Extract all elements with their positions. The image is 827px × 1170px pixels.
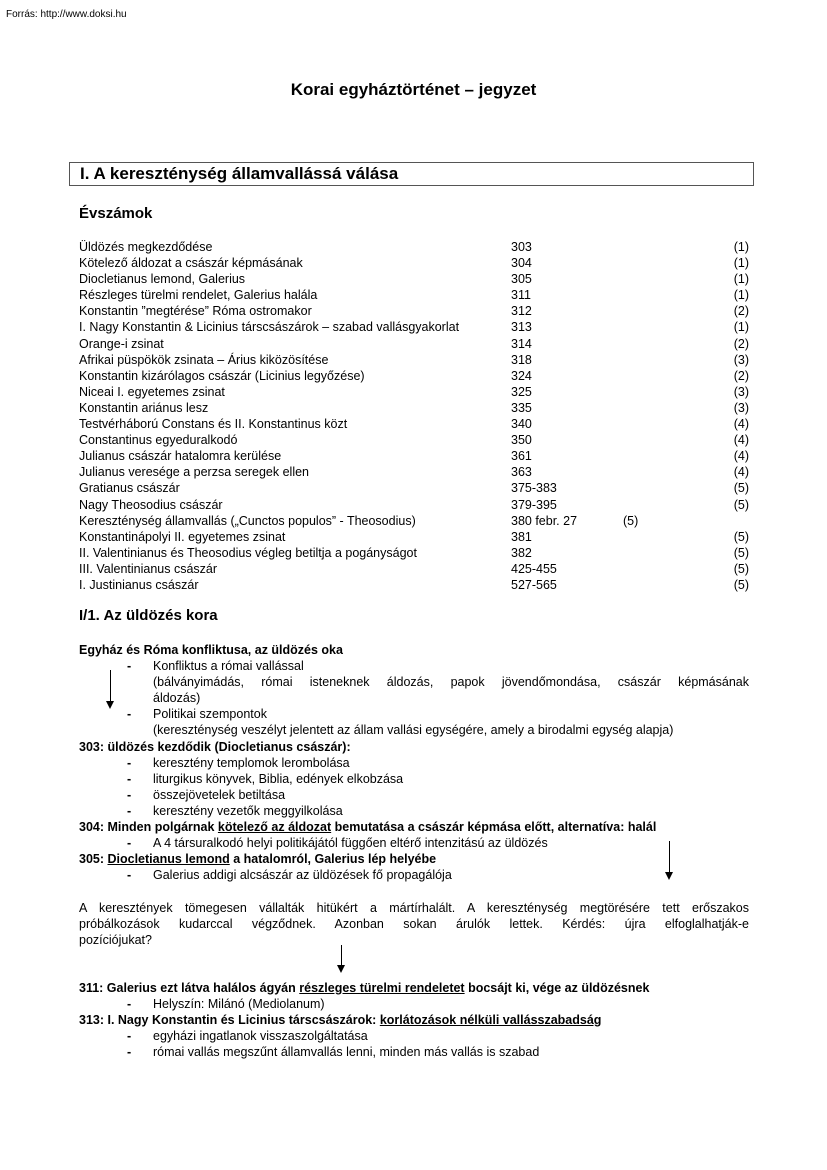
heading-313-underlined: korlátozások nélküli vallásszabadság	[379, 1013, 602, 1028]
timeline-ref: (4)	[733, 433, 749, 448]
timeline-year: 381	[511, 529, 532, 544]
timeline-row	[79, 255, 749, 271]
timeline-row	[79, 271, 749, 287]
timeline-year: 311	[511, 288, 531, 303]
heading-304-text: 304: Minden polgárnak	[79, 820, 218, 835]
timeline-year: 375-383	[511, 481, 557, 496]
list-item: egyházi ingatlanok visszaszolgáltatása	[153, 1029, 368, 1044]
timeline-year: 425-455	[511, 561, 557, 576]
timeline-year: 318	[511, 352, 532, 367]
timeline-event: II. Valentinianus és Theosodius végleg betiltja a pogányságot	[79, 545, 417, 560]
timeline-event: Konstantinápolyi II. egyetemes zsinat	[79, 529, 286, 544]
timeline-year: 325	[511, 384, 532, 399]
timeline-row	[79, 545, 749, 561]
timeline-year: 379-395	[511, 497, 557, 512]
bullet-dash: -	[127, 997, 132, 1012]
heading-311-underlined: részleges türelmi rendeletet	[299, 980, 465, 995]
timeline-row	[79, 336, 749, 352]
timeline-ref: (1)	[733, 320, 749, 335]
section-heading-box	[69, 162, 754, 186]
bullet-dash: -	[127, 1029, 132, 1044]
timeline-ref: (5)	[733, 497, 749, 512]
body-text	[79, 642, 749, 1060]
timeline-ref: (3)	[733, 400, 749, 415]
timeline-ref: (5)	[733, 577, 749, 592]
heading-313-text: 313: I. Nagy Konstantin és Licinius társcsászárok:	[79, 1013, 380, 1028]
timeline-row	[79, 497, 749, 513]
heading-304-underlined: kötelező az áldozat	[217, 820, 332, 835]
timeline-year: 361	[511, 449, 532, 464]
timeline-year: 304	[511, 256, 532, 271]
bullet-dash: -	[127, 1045, 132, 1060]
timeline-row	[79, 480, 749, 496]
timeline-row	[79, 513, 749, 529]
timeline-row	[79, 577, 749, 593]
timeline-row	[79, 287, 749, 303]
heading-303: 303: üldözés kezdődik (Diocletianus császár):	[79, 739, 351, 754]
bullet-dash: -	[127, 868, 132, 883]
list-item: liturgikus könyvek, Biblia, edények elkobzása	[153, 771, 404, 786]
timeline-year: 382	[511, 545, 532, 560]
timeline-ref: (1)	[733, 240, 749, 254]
heading-305	[79, 851, 749, 867]
timeline-year: 324	[511, 368, 532, 383]
timeline-ref: (4)	[733, 417, 749, 432]
heading-313	[79, 1012, 749, 1028]
timeline-row	[79, 303, 749, 319]
timeline-year: 363	[511, 465, 532, 480]
conflict-item-detail: áldozás)	[153, 691, 201, 706]
timeline-event: Julianus veresége a perzsa seregek ellen	[79, 465, 309, 480]
section-title: I. A kereszténység államvallássá válása	[80, 164, 399, 183]
timeline-ref: (2)	[733, 368, 749, 383]
list-item: összejövetelek betiltása	[153, 787, 286, 802]
timeline-row	[79, 352, 749, 368]
list-item: A 4 társuralkodó helyi politikájától függően eltérő intenzitású az üldözés	[153, 836, 548, 851]
timeline-event: Részleges türelmi rendelet, Galerius halála	[79, 288, 318, 303]
timeline-row	[79, 448, 749, 464]
timeline-ref: (1)	[733, 256, 749, 271]
heading-311-text: 311: Galerius ezt látva halálos ágyán	[79, 980, 300, 995]
timeline-ref: (5)	[733, 529, 749, 544]
timeline-year: 314	[511, 336, 532, 351]
timeline-event: Constantinus egyeduralkodó	[79, 433, 238, 448]
conflict-item: Politikai szempontok	[153, 707, 267, 722]
timeline-event: Afrikai püspökök zsinata – Árius kiközösítése	[79, 352, 329, 367]
timeline-year: 313	[511, 320, 532, 335]
timeline-ref: (4)	[733, 449, 749, 464]
timeline-year: 305	[511, 272, 532, 287]
spacer	[79, 948, 749, 964]
timeline-event: Testvérháború Constans és II. Konstantinus közt	[79, 417, 348, 432]
bullet-dash: -	[127, 707, 132, 722]
timeline-ref: (5)	[733, 561, 749, 576]
timeline-ref: (2)	[733, 336, 749, 351]
timeline-year: 350	[511, 433, 532, 448]
timeline-ref: (3)	[733, 352, 749, 367]
timeline-event: I. Justinianus császár	[79, 577, 199, 592]
heading-304	[79, 819, 749, 835]
source-line: Forrás: http://www.doksi.hu	[6, 9, 127, 20]
heading-311	[79, 980, 749, 996]
timeline-event: Orange-i zsinat	[79, 336, 164, 351]
timeline-row	[79, 384, 749, 400]
timeline-ref: (5)	[733, 545, 749, 560]
list-item: Galerius addigi alcsászár az üldözések fő propagálója	[153, 868, 452, 883]
timeline-row	[79, 432, 749, 448]
timeline-year: 335	[511, 400, 532, 415]
heading-305-text: a hatalomról, Galerius lép helyébe	[229, 852, 437, 867]
list-item: római vallás megszűnt államvallás lenni, minden más vallás is szabad	[153, 1045, 540, 1060]
heading-311-text: bocsájt ki, vége az üldözésnek	[464, 980, 650, 995]
paragraph-line: pozíciójukat?	[79, 932, 152, 947]
timeline-event: Julianus császár hatalomra kerülése	[79, 449, 282, 464]
timeline-ref: (1)	[733, 272, 749, 287]
timeline-year: 303	[511, 240, 532, 254]
bullet-dash: -	[127, 659, 132, 674]
heading-304-text: bemutatása a császár képmása előtt, alternatíva: halál	[331, 820, 657, 835]
paragraph-line: próbálkozások kudarccal végződnek. Azonban sokan árulók lettek. Kérdés: újra elfoglalhatják-e	[79, 916, 749, 931]
timeline-heading: Évszámok	[79, 205, 153, 222]
timeline-row	[79, 416, 749, 432]
timeline-ref: (2)	[733, 304, 749, 319]
timeline-row	[79, 561, 749, 577]
timeline-year: 312	[511, 304, 532, 319]
bullet-dash: -	[127, 771, 132, 786]
paragraph-line: A keresztények tömegesen vállalták hitükért a mártírhalált. A kereszténység megtörésére tett erőszakos	[79, 900, 749, 915]
timeline-row	[79, 529, 749, 545]
timeline-event: I. Nagy Konstantin & Licinius társcsászárok – szabad vallásgyakorlat	[79, 320, 460, 335]
timeline-year: 380 febr. 27	[511, 513, 578, 528]
timeline-row	[79, 464, 749, 480]
timeline-event: Konstantin ”megtérése” Róma ostromakor	[79, 304, 312, 319]
timeline-row	[79, 239, 749, 255]
timeline-event: Nagy Theosodius császár	[79, 497, 223, 512]
spacer	[79, 883, 749, 899]
conflict-item-detail: (kereszténység veszélyt jelentett az állam vallási egységére, amely a birodalmi egység alapja)	[153, 723, 674, 738]
timeline-ref: (1)	[733, 288, 749, 303]
timeline-event: Niceai I. egyetemes zsinat	[79, 384, 225, 399]
timeline-event: Kereszténység államvallás („Cunctos populos” - Theosodius)	[79, 513, 416, 528]
bullet-dash: -	[127, 836, 132, 851]
timeline-event: III. Valentinianus császár	[79, 561, 218, 576]
conflict-heading: Egyház és Róma konfliktusa, az üldözés oka	[79, 643, 343, 657]
heading-305-text: 305:	[79, 852, 108, 867]
list-item: keresztény templomok lerombolása	[153, 755, 350, 770]
subsection-title: I/1. Az üldözés kora	[79, 607, 218, 624]
spacer	[79, 964, 749, 980]
document-title: Korai egyháztörténet – jegyzet	[290, 80, 537, 99]
timeline-event: Konstantin kizárólagos császár (Licinius legyőzése)	[79, 368, 365, 383]
timeline-event: Gratianus császár	[79, 481, 180, 496]
bullet-dash: -	[127, 803, 132, 818]
timeline-ref: (3)	[733, 384, 749, 399]
bullet-dash: -	[127, 755, 132, 770]
timeline-event: Kötelező áldozat a császár képmásának	[79, 256, 303, 271]
list-item: Helyszín: Milánó (Mediolanum)	[153, 997, 325, 1012]
timeline-table	[79, 239, 749, 593]
timeline-row	[79, 319, 749, 335]
timeline-ref: (5)	[733, 481, 749, 496]
heading-305-underlined: Diocletianus lemond	[107, 852, 230, 867]
timeline-row	[79, 400, 749, 416]
conflict-item: Konfliktus a római vallással	[153, 659, 304, 674]
timeline-event: Üldözés megkezdődése	[79, 240, 213, 254]
timeline-ref: (4)	[733, 465, 749, 480]
bullet-dash: -	[127, 787, 132, 802]
timeline-event: Diocletianus lemond, Galerius	[79, 272, 246, 287]
timeline-ref: (5)	[623, 513, 639, 528]
timeline-year: 340	[511, 417, 532, 432]
timeline-year: 527-565	[511, 577, 557, 592]
list-item: keresztény vezetők meggyilkolása	[153, 803, 343, 818]
timeline-event: Konstantin ariánus lesz	[79, 400, 209, 415]
conflict-item-detail: (bálványimádás, római isteneknek áldozás, papok jövendőmondása, császár képmásának	[153, 675, 749, 690]
timeline-row	[79, 368, 749, 384]
